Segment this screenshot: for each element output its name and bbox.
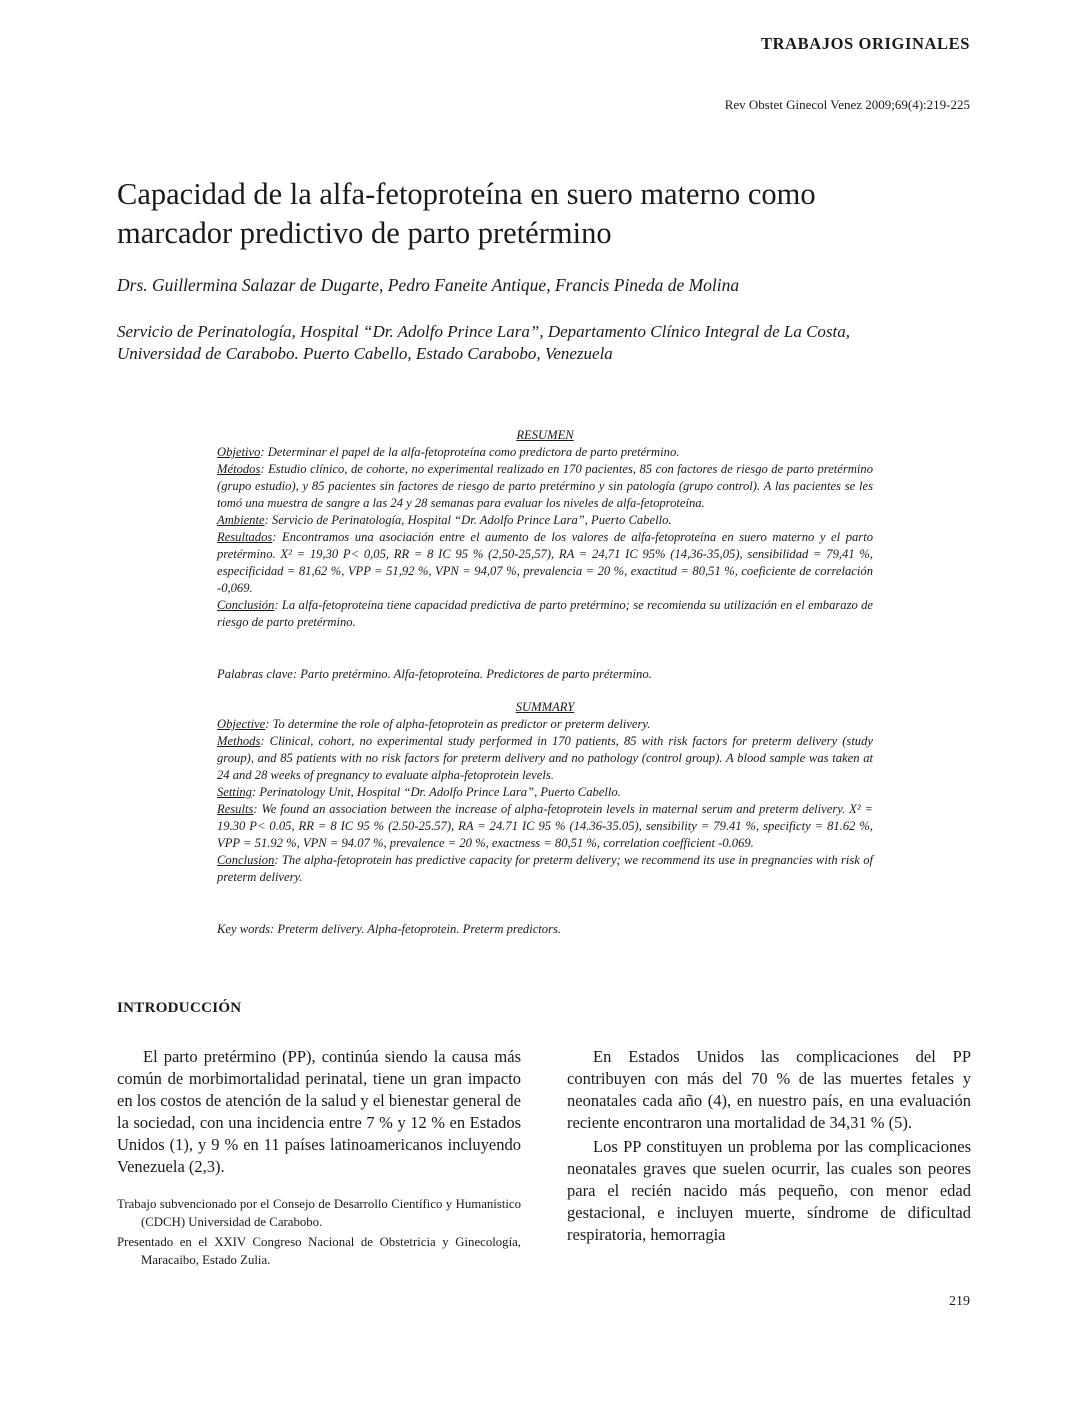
key-words: Key words: Preterm delivery. Alpha-fetoprotein. Preterm predictors. — [217, 922, 562, 936]
objective-text: : To determine the role of alpha-fetoprotein as predictor or preterm delivery. — [265, 717, 651, 731]
right-column — [567, 1046, 971, 1246]
affiliation-line-2: Universidad de Carabobo. Puerto Cabello, Estado Carabobo, Venezuela — [117, 344, 613, 363]
intro-heading: INTRODUCCIÓN — [117, 1000, 242, 1016]
methods-label: Methods — [217, 734, 261, 748]
section-label: TRABAJOS ORIGINALES — [761, 34, 970, 53]
summary-methods — [217, 733, 873, 784]
setting-label: Setting — [217, 785, 252, 799]
summary-heading: SUMMARY — [515, 700, 575, 714]
resumen-conclusion — [217, 597, 873, 631]
resultados-label: Resultados — [217, 530, 273, 544]
page-number: 219 — [949, 1294, 970, 1309]
title-line-1: Capacidad de la alfa-fetoproteína en suero materno como — [117, 177, 816, 211]
summary-results — [217, 801, 873, 852]
results-label: Results — [217, 802, 254, 816]
summary-conclusion — [217, 852, 873, 886]
footnote-1: Trabajo subvencionado por el Consejo de Desarrollo Científico y Humanístico (CDCH) Universidad de Carabobo. — [117, 1197, 521, 1229]
authors: Drs. Guillermina Salazar de Dugarte, Pedro Faneite Antique, Francis Pineda de Molina — [117, 275, 740, 295]
palabras-clave: Palabras clave: Parto pretérmino. Alfa-fetoproteína. Predictores de parto prétermino. — [217, 667, 652, 681]
resumen-heading: RESUMEN — [516, 428, 574, 442]
summary-conclusion-label: Conclusion — [217, 853, 275, 867]
ambiente-text: : Servicio de Perinatología, Hospital “Dr. Adolfo Prince Lara”, Puerto Cabello. — [264, 513, 672, 527]
conclusion-text: : La alfa-fetoproteína tiene capacidad predictiva de parto pretérmino; se recomienda su utilización en el embarazo de riesgo de parto pretérmino. — [217, 598, 873, 629]
left-column — [117, 1046, 521, 1178]
title-line-2: marcador predictivo de parto pretérmino — [117, 216, 612, 250]
resumen-resultados — [217, 529, 873, 597]
resumen-ambiente — [217, 512, 873, 529]
objetivo-label: Objetivo — [217, 445, 261, 459]
resumen-objetivo — [217, 444, 873, 461]
intro-paragraph-right-1: En Estados Unidos las complicaciones del PP contribuyen con más del 70 % de las muertes fetales y neonatales cada año (4), en nuestro país, en una evaluación reciente encontraron una mortalidad de 34,31 % (5). — [567, 1047, 971, 1132]
results-text: : We found an association between the increase of alpha-fetoprotein levels in maternal serum and preterm delivery. X² = 19.30 P< 0.05, RR = 8 IC 95 % (2.50-25.57), RA = 24.71 IC 95 % (14.36-35.05), sensibility = 79.41 %, specificty = 81.62 %, VPP = 51.92 %, VPN = 94.07 %, prevalence = 20 %, exactness = 80,51 %, correlation coefficient -0.069. — [217, 802, 873, 850]
objetivo-text: : Determinar el papel de la alfa-fetoproteína como predictora de parto pretérmino. — [260, 445, 680, 459]
methods-text: : Clinical, cohort, no experimental study performed in 170 patients, 85 with risk factors for preterm delivery (study group), and 85 patients with no risk factors for preterm delivery and no pathology (control group). A blood sample was taken at 24 and 28 weeks of pregnancy to evaluate alpha-fetoprotein levels. — [217, 734, 873, 782]
intro-paragraph-right-2: Los PP constituyen un problema por las complicaciones neonatales graves que suelen ocurrir, las cuales son peores para el recién nacido más pequeño, con menor edad gestacional, e incluyen muerte, síndrome de dificultad respiratoria, hemorragia — [567, 1137, 971, 1244]
intro-paragraph-left: El parto pretérmino (PP), continúa siendo la causa más común de morbimortalidad perinatal, tiene un gran impacto en los costos de atención de la salud y el bienestar general de la sociedad, con una incidencia entre 7 % y 12 % en Estados Unidos (1), y 9 % en 11 países latinoamericanos incluyendo Venezuela (2,3). — [117, 1047, 521, 1176]
resultados-text: : Encontramos una asociación entre el aumento de los valores de alfa-fetoproteína en suero materno y el parto pretérmino. X² = 19,30 P< 0,05, RR = 8 IC 95 % (2,50-25,57), RA = 24,71 IC 95% (14,36-35,05), sensibilidad = 79,41 %, especificidad = 81,62 %, VPP = 51,92 %, VPN = 94,07 %, prevalencia = 20 %, exactitud = 80,51 %, coeficiente de correlación -0,069. — [217, 530, 873, 595]
setting-text: : Perinatology Unit, Hospital “Dr. Adolfo Prince Lara”, Puerto Cabello. — [251, 785, 621, 799]
summary-block — [217, 699, 873, 886]
conclusion-label: Conclusión — [217, 598, 275, 612]
footnote-2: Presentado en el XXIV Congreso Nacional de Obstetricia y Ginecología, Maracaibo, Estado Zulia. — [117, 1235, 521, 1267]
objective-label: Objective — [217, 717, 266, 731]
affiliation — [117, 321, 997, 365]
summary-objective — [217, 716, 873, 733]
metodos-label: Métodos — [217, 462, 261, 476]
summary-setting — [217, 784, 873, 801]
affiliation-line-1: Servicio de Perinatología, Hospital “Dr. Adolfo Prince Lara”, Departamento Clínico Integral de La Costa, — [117, 322, 851, 341]
resumen-metodos — [217, 461, 873, 512]
summary-conclusion-text: : The alpha-fetoprotein has predictive capacity for preterm delivery; we recommend its use in pregnancies with risk of preterm delivery. — [217, 853, 873, 884]
article-title — [117, 175, 1017, 253]
journal-citation: Rev Obstet Ginecol Venez 2009;69(4):219-225 — [724, 97, 970, 112]
footnotes — [117, 1196, 521, 1272]
metodos-text: : Estudio clínico, de cohorte, no experimental realizado en 170 pacientes, 85 con factores de riesgo de parto pretérmino (grupo estudio), y 85 pacientes sin factores de riesgo de parto pretérmino y sin patología (grupo control). A las pacientes se les tomó una muestra de sangre a las 24 y 28 semanas para evaluar los niveles de alfa-fetoproteína. — [217, 462, 873, 510]
ambiente-label: Ambiente — [217, 513, 265, 527]
resumen-block — [217, 427, 873, 631]
